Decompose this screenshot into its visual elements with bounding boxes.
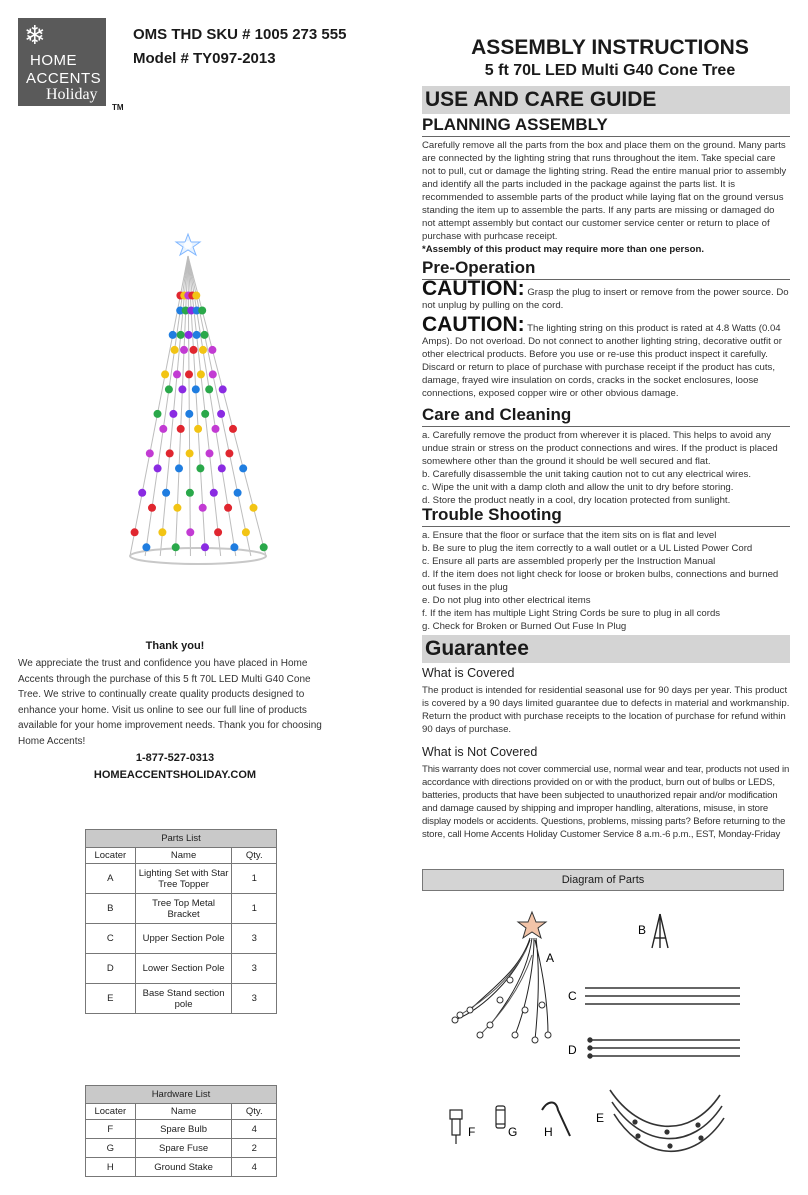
sku-number: OMS THD SKU # 1005 273 555	[133, 26, 347, 43]
tree-bulb	[218, 464, 226, 472]
tree-bulb	[192, 385, 200, 393]
tree-bulb	[158, 528, 166, 536]
tree-bulb	[186, 528, 194, 536]
tree-bulb	[239, 464, 247, 472]
caution-2	[422, 313, 790, 400]
tree-bulb	[169, 410, 177, 418]
tree-bulb	[242, 528, 250, 536]
trouble-heading: Trouble Shooting	[422, 505, 790, 527]
parts-list-table	[85, 829, 277, 1014]
cell-qty: 1	[232, 894, 277, 924]
hardware-list-caption: Hardware List	[86, 1086, 277, 1104]
tree-bulb	[185, 331, 193, 339]
thanks-text: We appreciate the trust and confidence you have placed in Home Accents through the purchase of this 5 ft 70L LED Multi G40 Cone Tree. We strive to continually create quality products designed to enhance your home. Visit us online to see our full line of products available for your home improvement needs. Thank you for choosing Home Accents!	[18, 658, 322, 747]
list-item: c. Ensure all parts are assembled properly per the Instruction Manual	[422, 556, 716, 567]
tree-bulb	[199, 346, 207, 354]
tree-bulb	[225, 449, 233, 457]
logo-line-accents: ACCENTS	[26, 70, 102, 87]
planning-text: Carefully remove all the parts from the box and place them on the ground. Many parts are connected by the lighting string that runs throughout the item. Take special care not to pull, cut or damage the lighting string. Read the entire manual prior to assembly and identify all the parts included in the package against the parts list. It is recommended to assemble parts of the product while laying flat on the ground versus standing the item up to assemble the parts. If any parts are missing or damaged do not attempt assembly but contact our customer service center or return to place of purchase with purhcase receipt.	[422, 140, 787, 242]
tree-bulb	[205, 385, 213, 393]
tree-bulb	[201, 331, 209, 339]
part-b-bracket	[652, 914, 668, 948]
caution-label: CAUTION:	[422, 277, 525, 300]
preop-heading: Pre-Operation	[422, 258, 790, 280]
list-item: d. If the item does not light check for loose or broken bulbs, connections and burned out fuses in the plug	[422, 569, 779, 593]
label-h: H	[544, 1125, 553, 1139]
part-c-upper-poles	[585, 988, 740, 1004]
cell-locater: C	[86, 924, 136, 954]
cell-name: Upper Section Pole	[135, 924, 232, 954]
tree-bulb	[169, 331, 177, 339]
table-row	[86, 1158, 277, 1177]
tree-bulb	[142, 543, 150, 551]
tree-bulb	[197, 370, 205, 378]
tree-bulb	[212, 425, 220, 433]
part-g-spare-fuse	[496, 1106, 505, 1128]
tree-bulb	[229, 425, 237, 433]
tree-bulb	[138, 489, 146, 497]
list-item: a. Ensure that the floor or surface that the item sits on is flat and level	[422, 530, 717, 541]
col-header-locater: Locater	[86, 848, 136, 864]
cell-qty: 4	[232, 1158, 277, 1177]
list-item: a. Carefully remove the product from wherever it is placed. This helps to avoid any undue strain or stress on the product connections and wires. If the product is placed somewhere other than the ground it should be well secured and flat.	[422, 430, 778, 467]
hardware-list-table	[85, 1085, 277, 1177]
list-item: b. Be sure to plug the item correctly to a wall outlet or a UL Listed Power Cord	[422, 543, 753, 554]
tree-bulb	[165, 385, 173, 393]
table-row	[86, 894, 277, 924]
label-b: B	[638, 923, 647, 937]
cell-qty: 3	[232, 984, 277, 1014]
tree-bulb	[185, 410, 193, 418]
caution-1	[422, 277, 790, 312]
tree-bulb	[217, 410, 225, 418]
cone-tree-illustration	[118, 228, 278, 573]
label-a: A	[546, 951, 555, 965]
cell-qty: 3	[232, 924, 277, 954]
brand-logo	[18, 18, 106, 106]
tree-bulb	[173, 370, 181, 378]
list-item: c. Wipe the unit with a damp cloth and allow the unit to dry before storing.	[422, 482, 734, 493]
tree-bulb	[173, 504, 181, 512]
label-c: C	[568, 989, 577, 1003]
cell-qty: 4	[232, 1120, 277, 1139]
cell-locater: G	[86, 1139, 136, 1158]
tree-bulb	[166, 449, 174, 457]
covered-heading: What is Covered	[422, 666, 515, 680]
table-row	[86, 1139, 277, 1158]
cell-name: Tree Top Metal Bracket	[135, 894, 232, 924]
table-row	[86, 984, 277, 1014]
not-covered-text: This warranty does not cover commercial use, normal wear and tear, products not used in accordance with directions provided on or with the product, burn out of bulbs or LEDS, batteries, products that have been subjected to unauthorized repair and/or modification and damage caused by shipping and improper handling, alterations, misuse, in store display models or accidents. Questions, problems, missing parts? Before returning to the store, call Home Accents Holiday Customer Service 8 a.m.-6 p.m., EST, Monday-Friday	[422, 764, 790, 840]
tree-bulb	[146, 449, 154, 457]
list-item: e. Do not plug into other electrical items	[422, 595, 591, 606]
not-covered-heading: What is Not Covered	[422, 745, 538, 759]
caution-2-text: The lighting string on this product is rated at 4.8 Watts (0.04 Amps). Do not overload. Do not connect to another lighting string, decorative outfit or other electrical products. Before you use or re-use this product inspect it carefully. Discard or return to place of purchase with purchase receipt if the product has cuts, damage, frayed wire insulation on cords, cracks in the socket enclosures, loose connections, exposed copper wire or other obvious damage.	[422, 323, 782, 399]
tree-bulb	[154, 464, 162, 472]
list-item: g. Check for Broken or Burned Out Fuse In Plug	[422, 621, 627, 632]
table-row	[86, 1120, 277, 1139]
tree-bulb	[210, 489, 218, 497]
table-row	[86, 954, 277, 984]
label-g: G	[508, 1125, 518, 1139]
cell-name: Ground Stake	[135, 1158, 232, 1177]
label-e: E	[596, 1111, 605, 1125]
tree-bulb	[154, 410, 162, 418]
tree-bulb	[190, 346, 198, 354]
snowflake-icon: ❄	[24, 20, 46, 50]
use-care-guide-title: USE AND CARE GUIDE	[422, 86, 790, 114]
list-item: d. Store the product neatly in a cool, dry location protected from sunlight.	[422, 495, 731, 506]
tree-bulb	[234, 489, 242, 497]
tree-bulb	[250, 504, 258, 512]
parts-diagram	[430, 900, 800, 1190]
cell-qty: 2	[232, 1139, 277, 1158]
page-title: ASSEMBLY INSTRUCTIONS	[471, 36, 749, 59]
website-link[interactable]: HOMEACCENTSHOLIDAY.COM	[93, 769, 257, 781]
tree-bulb	[178, 385, 186, 393]
product-subtitle: 5 ft 70L LED Multi G40 Cone Tree	[484, 62, 736, 79]
tree-bulb	[186, 449, 194, 457]
diagram-caption: Diagram of Parts	[422, 869, 784, 891]
cell-name: Lighting Set with Star Tree Topper	[135, 864, 232, 894]
care-list	[422, 429, 790, 507]
tree-bulb	[196, 464, 204, 472]
table-row	[86, 924, 277, 954]
col-header-name: Name	[135, 1104, 232, 1120]
tree-bulb	[193, 331, 201, 339]
tree-bulb	[162, 489, 170, 497]
cell-name: Base Stand section pole	[135, 984, 232, 1014]
tree-bulb	[214, 528, 222, 536]
col-header-qty: Qty.	[232, 848, 277, 864]
col-header-locater: Locater	[86, 1104, 136, 1120]
parts-list-caption: Parts List	[86, 830, 277, 848]
cell-name: Lower Section Pole	[135, 954, 232, 984]
tree-bulb	[224, 504, 232, 512]
tree-bulb	[199, 504, 207, 512]
part-e-base-stand	[610, 1090, 724, 1151]
cell-qty: 3	[232, 954, 277, 984]
cell-name: Spare Bulb	[135, 1120, 232, 1139]
tree-bulb	[186, 489, 194, 497]
col-header-qty: Qty.	[232, 1104, 277, 1120]
list-item: b. Carefully disassemble the unit taking caution not to cut any electrical wires.	[422, 469, 752, 480]
label-f: F	[468, 1125, 476, 1139]
tree-bulb	[230, 543, 238, 551]
cell-name: Spare Fuse	[135, 1139, 232, 1158]
tree-bulb	[131, 528, 139, 536]
tree-bulb	[206, 449, 214, 457]
tree-bulb	[209, 370, 217, 378]
tree-bulb	[175, 464, 183, 472]
tree-bulb	[177, 331, 185, 339]
cell-locater: D	[86, 954, 136, 984]
tree-bulb	[194, 425, 202, 433]
tree-bulb	[159, 425, 167, 433]
part-a-lighting-set	[452, 912, 551, 1043]
part-f-spare-bulb	[450, 1110, 462, 1144]
thanks-heading: Thank you!	[145, 640, 205, 652]
tree-bulb	[171, 346, 179, 354]
assembly-note: *Assembly of this product may require more than one person.	[422, 244, 705, 255]
tree-bulb	[148, 504, 156, 512]
col-header-name: Name	[135, 848, 232, 864]
tree-bulb	[219, 385, 227, 393]
planning-heading: PLANNING ASSEMBLY	[422, 115, 790, 137]
tree-bulb	[172, 543, 180, 551]
cell-qty: 1	[232, 864, 277, 894]
covered-text: The product is intended for residential seasonal use for 90 days per year. This product is covered by a 90 days limited guarantee due to defects in material and workmanship. Return the product with purchase receipts to the location of purchase for refund within 90 days of purchase.	[422, 685, 790, 735]
trouble-list	[422, 529, 790, 633]
trademark: TM	[112, 103, 124, 112]
tree-bulb	[192, 292, 200, 300]
list-item: f. If the item has multiple Light String Cords be sure to plug in all cords	[422, 608, 721, 619]
phone-number[interactable]: 1-877-527-0313	[135, 752, 215, 764]
caution-label: CAUTION:	[422, 313, 525, 336]
logo-line-holiday: Holiday	[46, 86, 98, 103]
cell-locater: H	[86, 1158, 136, 1177]
tree-bulb	[201, 543, 209, 551]
tree-bulb	[208, 346, 216, 354]
tree-bulb	[201, 410, 209, 418]
care-heading: Care and Cleaning	[422, 405, 790, 427]
tree-bulb	[260, 543, 268, 551]
part-d-lower-poles	[588, 1038, 740, 1058]
cell-locater: E	[86, 984, 136, 1014]
label-d: D	[568, 1043, 577, 1057]
cell-locater: A	[86, 864, 136, 894]
cell-locater: B	[86, 894, 136, 924]
caution-1-text: Grasp the plug to insert or remove from the power source. Do not unplug by pulling on the cord.	[422, 287, 789, 311]
tree-bulb	[161, 370, 169, 378]
model-number: Model # TY097-2013	[133, 50, 276, 67]
tree-bulb	[185, 370, 193, 378]
tree-bulb	[177, 425, 185, 433]
tree-bulb	[180, 346, 188, 354]
guarantee-title: Guarantee	[422, 635, 790, 663]
logo-line-home: HOME	[30, 52, 77, 69]
cell-locater: F	[86, 1120, 136, 1139]
table-row	[86, 864, 277, 894]
tree-bulb	[198, 307, 206, 315]
